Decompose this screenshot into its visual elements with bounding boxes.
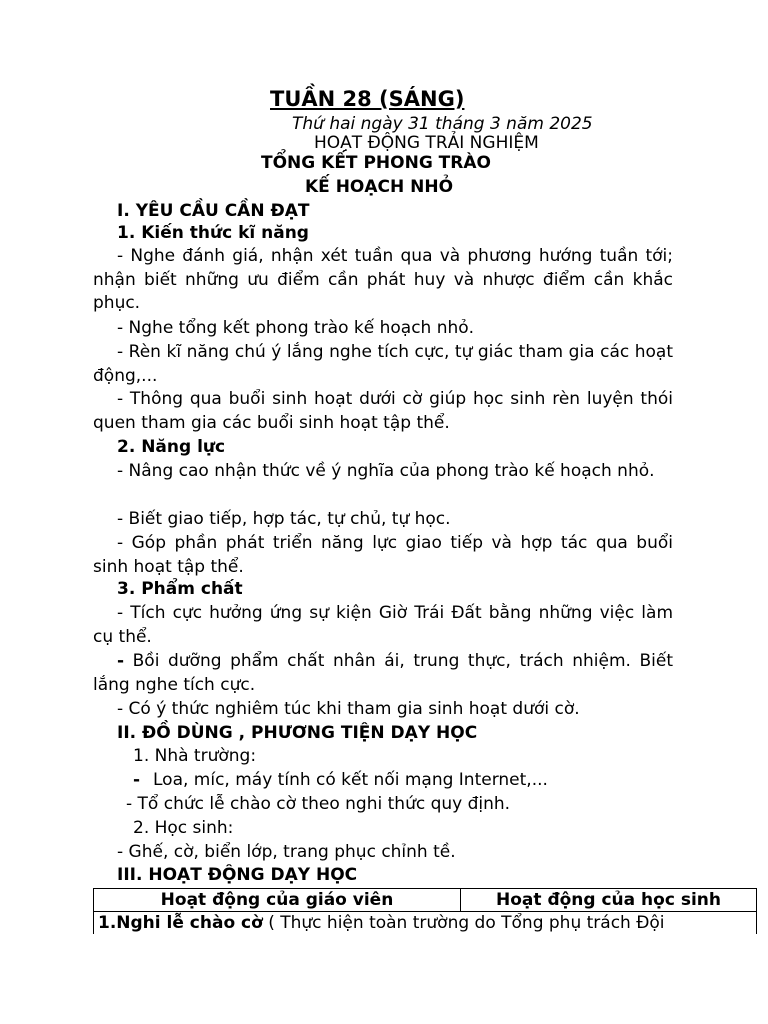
section-1-heading: I. YÊU CẦU CẦN ĐẠT [117,201,310,221]
character-text: Bồi dưỡng phẩm chất nhân ái, trung thực, trách nhiệm. Biết lắng nghe tích cực. [93,651,673,695]
paragraph-character [93,650,673,697]
table-cell [94,912,757,935]
paragraph-flag-activity: - Thông qua buổi sinh hoạt dưới cờ giúp học sinh rèn luyện thói quen tham gia các buổi sinh hoạt tập thể. [93,389,673,433]
table-row [94,912,757,935]
activity-title: 1.Nghi lễ chào cờ [98,913,263,933]
paragraph-teamwork: - Góp phần phát triển năng lực giao tiếp và hợp tác qua buổi sinh hoạt tập thể. [93,533,673,577]
school-heading: 1. Nhà trường: [133,746,257,766]
page-cut-off [0,934,768,1024]
activity-table [93,888,757,935]
week-title: TUẦN 28 (SÁNG) [270,87,465,111]
topic-title-line2: KẾ HOẠCH NHỎ [305,177,454,197]
subject-title: HOẠT ĐỘNG TRẢI NGHIỆM [314,133,539,153]
activity-description: ( Thực hiện toàn trường do Tổng phụ trách Đội [262,913,665,933]
student-equipment: - Ghế, cờ, biển lớp, trang phục chỉnh tề. [117,842,456,862]
bullet-dash: - [133,770,141,790]
section-2-heading: II. ĐỒ DÙNG , PHƯƠNG TIỆN DẠY HỌC [117,723,478,743]
student-heading: 2. Học sinh: [133,818,234,838]
column-header-student: Hoạt động của học sinh [461,889,757,912]
paragraph-listening-skill: - Rèn kĩ năng chú ý lắng nghe tích cực, tự giác tham gia các hoạt động,... [93,342,673,386]
column-header-teacher: Hoạt động của giáo viên [94,889,461,912]
bold-dash: - [117,651,125,671]
paragraph-summary: - Nghe tổng kết phong trào kế hoạch nhỏ. [117,318,475,338]
subsection-competence-heading: 2. Năng lực [117,437,226,457]
school-ceremony: - Tổ chức lễ chào cờ theo nghi thức quy định. [126,794,511,814]
paragraph-seriousness: - Có ý thức nghiêm túc khi tham gia sinh hoạt dưới cờ. [117,699,580,719]
paragraph-communication: - Biết giao tiếp, hợp tác, tự chủ, tự học. [117,509,451,529]
paragraph-review: - Nghe đánh giá, nhận xét tuần qua và phương hướng tuần tới; nhận biết những ưu điểm cần phát huy và nhược điểm cần khắc phục. [93,246,673,313]
paragraph-earth-hour: - Tích cực hưởng ứng sự kiện Giờ Trái Đất bằng những việc làm cụ thể. [93,603,673,647]
subsection-knowledge-heading: 1. Kiến thức kĩ năng [117,223,309,243]
section-3-heading: III. HOẠT ĐỘNG DẠY HỌC [117,865,358,885]
topic-title-line1: TỔNG KẾT PHONG TRÀO [261,153,491,173]
table-header-row [94,889,757,912]
school-equipment: Loa, míc, máy tính có kết nối mạng Internet,... [153,770,548,790]
lesson-date: Thứ hai ngày 31 tháng 3 năm 2025 [292,114,593,134]
paragraph-awareness: - Nâng cao nhận thức về ý nghĩa của phong trào kế hoạch nhỏ. [117,461,655,481]
subsection-qualities-heading: 3. Phẩm chất [117,579,243,599]
